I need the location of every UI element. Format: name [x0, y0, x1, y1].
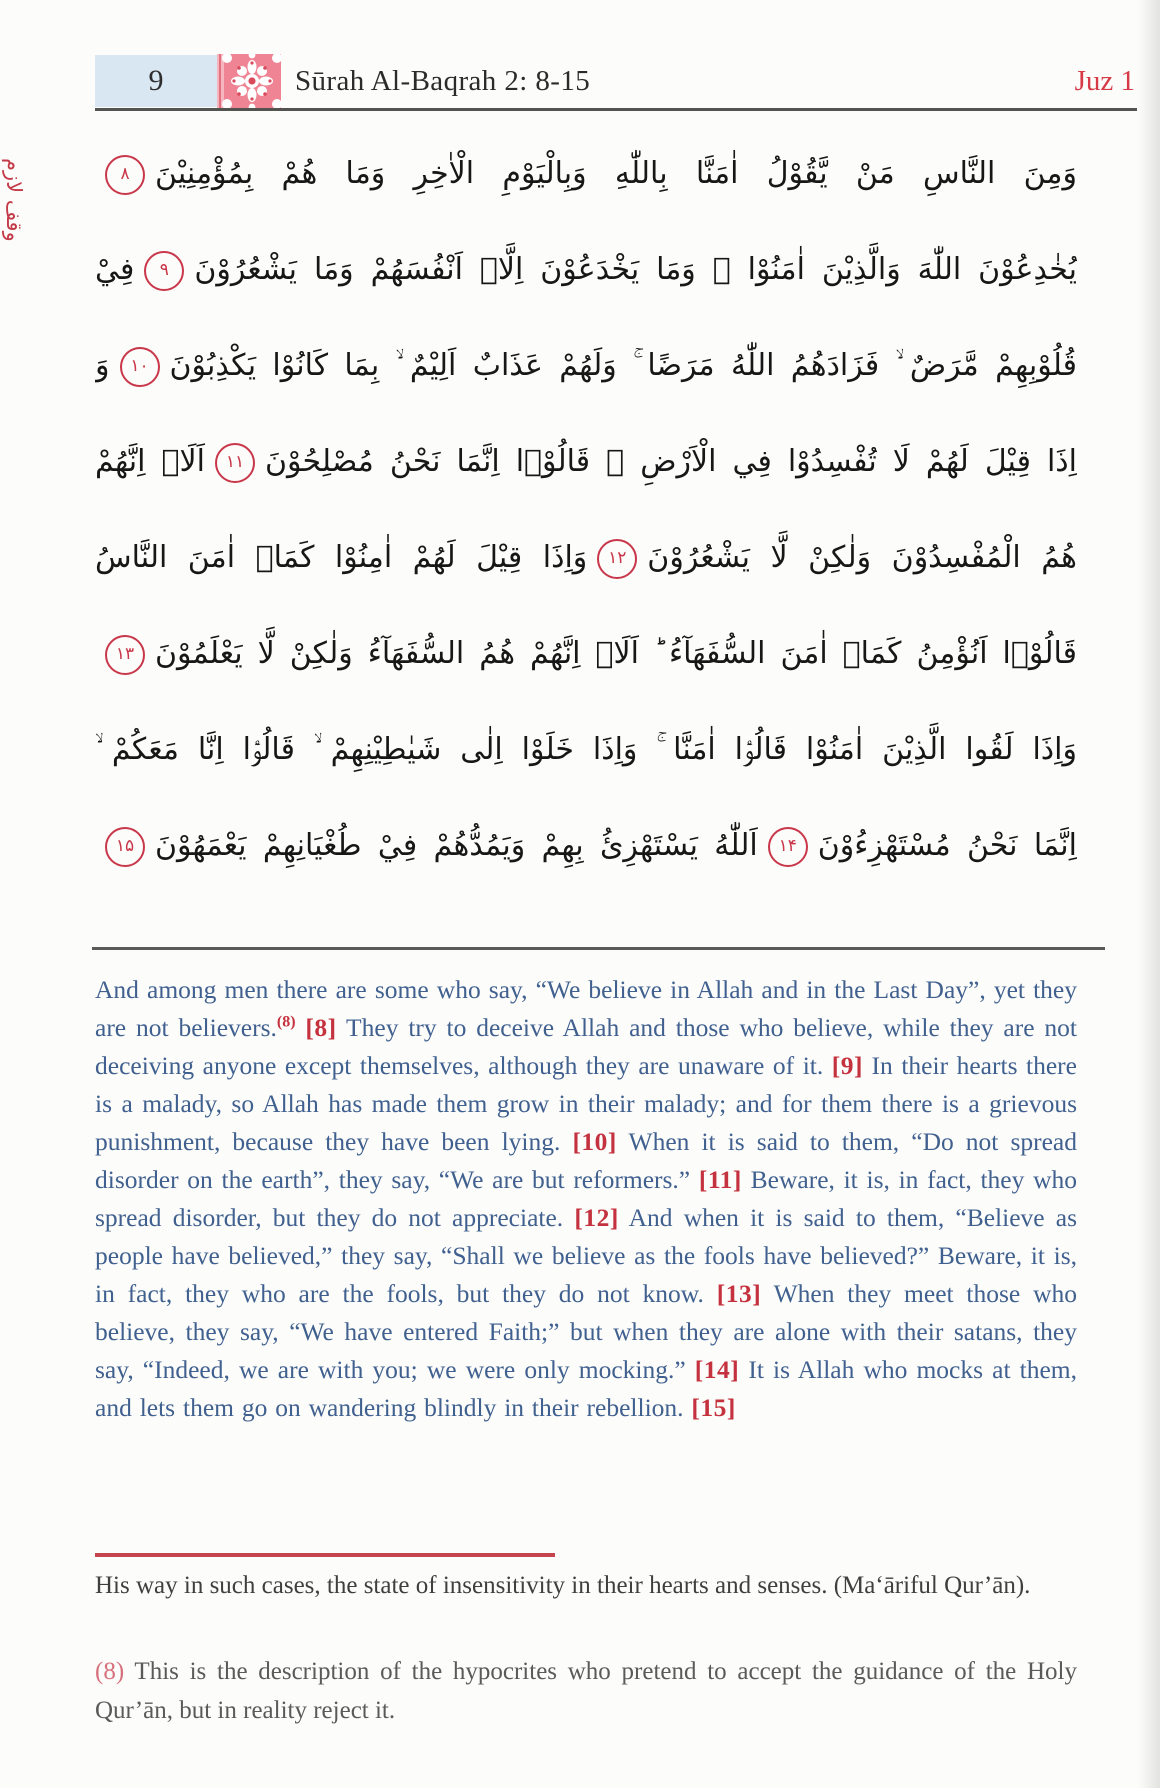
footnote-divider: [95, 1553, 555, 1557]
marker-segment: [13]: [716, 1279, 762, 1308]
text-segment: When it is said to them, “Do not spread disorder on the earth”, they say, “We are but reformers.”: [95, 1127, 1077, 1194]
text-segment: يُخٰدِعُوْنَ اللّٰهَ وَالَّذِيْنَ اٰمَنُوْا ۚ وَمَا يَخْدَعُوْنَ اِلَّاۤ اَنْفُسَهُمْ وَمَا يَشْعُرُوْنَ: [194, 252, 1077, 287]
marker-segment: [14]: [694, 1355, 740, 1384]
text-segment: اَلَاۤ اِنَّهُمْ: [95, 444, 205, 479]
page-edge-shadow: [1138, 0, 1160, 1788]
waqf-marker-label: وقف لازم: [2, 158, 26, 242]
page-number: 9: [148, 64, 164, 97]
text-segment: وَ: [95, 348, 110, 383]
marker-segment: [9]: [831, 1051, 864, 1080]
verse-number-circle: ۸: [105, 155, 145, 195]
text-segment: In their hearts there is a malady, so Allah has made them grow in their malady; and for them there is a grievous punishment, because they have been lying.: [95, 1051, 1077, 1156]
marker-segment: [11]: [698, 1165, 742, 1194]
text-segment: اِنَّمَا نَحْنُ مُسْتَهْزِءُوْنَ: [817, 828, 1077, 863]
text-segment: When they meet those who believe, they say, “We have entered Faith;” but when they are alone with their satans, they say, “Indeed, we are with you; we were only mocking.”: [95, 1279, 1077, 1384]
text-segment: وَمِنَ النَّاسِ مَنْ يَّقُوْلُ اٰمَنَّا بِاللّٰهِ وَبِالْيَوْمِ الْاٰخِرِ وَمَا هُمْ بِمُؤْمِنِيْنَ: [155, 156, 1077, 191]
marker-segment: [12]: [574, 1203, 619, 1232]
text-segment: [296, 1013, 306, 1042]
quran-line-8: [95, 798, 1077, 894]
commentary-paragraph: His way in such cases, the state of insensitivity in their hearts and senses. (Ma‘āriful Qur’ān).: [95, 1572, 1031, 1599]
text-segment: هُمُ الْمُفْسِدُوْنَ وَلٰكِنْ لَّا يَشْعُرُوْنَ: [647, 540, 1077, 575]
text-segment: They try to deceive Allah and those who believe, while they are not deceiving anyone except themselves, although they are unaware of it.: [95, 1013, 1077, 1080]
text-segment: فِيْ: [95, 252, 135, 287]
text-segment: It is Allah who mocks at them, and lets them go on wandering blindly in their rebellion.: [95, 1355, 1077, 1422]
marker-segment: [8]: [305, 1013, 337, 1042]
quran-line-3: [95, 318, 1077, 414]
verse-number-circle: ۱۳: [105, 635, 145, 675]
text-segment: اَللّٰهُ يَسْتَهْزِئُ بِهِمْ وَيَمُدُّهُمْ فِيْ طُغْيَانِهِمْ يَعْمَهُوْنَ: [155, 828, 758, 863]
juz-label: Juz 1: [1074, 64, 1135, 97]
text-segment: وَاِذَا لَقُوا الَّذِيْنَ اٰمَنُوْا قَالُوْۤا اٰمَنَّا ۚ وَاِذَا خَلَوْا اِلٰى شَيٰطِيْنِهِمْ ۙ قَالُوْۤا اِنَّا مَعَكُمْ ۙ: [95, 732, 1077, 767]
islamic-star-ornament-icon: [217, 54, 281, 108]
text-segment: Beware, it is, in fact, they who spread disorder, but they do not appreciate.: [95, 1165, 1077, 1232]
quran-line-7: [95, 702, 1077, 798]
quran-line-6: [95, 606, 1077, 702]
quran-line-1: [95, 126, 1077, 222]
footnote-text: This is the description of the hypocrites who pretend to accept the guidance of the Holy Qur’ān, but in reality reject it.: [95, 1658, 1077, 1724]
marker-segment: [15]: [691, 1393, 736, 1422]
text-segment: And when it is said to them, “Believe as people have believed,” they say, “Shall we believe as the fools have believed?” Beware, it is, in fact, they who are the fools, but they do not know.: [95, 1203, 1077, 1308]
verse-number-circle: ۱۱: [215, 443, 255, 483]
verse-number-circle: ۱۲: [597, 539, 637, 579]
ref-segment: (8): [276, 1013, 296, 1031]
footnote-ref: (8): [95, 1658, 125, 1685]
text-segment: قُلُوْبِهِمْ مَّرَضٌ ۙ فَزَادَهُمُ اللّٰهُ مَرَضًا ۚ وَلَهُمْ عَذَابٌ اَلِيْمٌ ۙ بِمَا كَانُوْا يَكْذِبُوْنَ: [169, 348, 1077, 383]
verse-number-circle: ۹: [144, 251, 184, 291]
footnote-paragraph: [95, 1652, 1077, 1730]
text-segment: اِذَا قِيْلَ لَهُمْ لَا تُفْسِدُوْا فِي الْاَرْضِ ۙ قَالُوْۤا اِنَّمَا نَحْنُ مُصْلِحُوْنَ: [264, 444, 1077, 479]
quran-line-2: [95, 222, 1077, 318]
page-number-band: [95, 55, 217, 107]
verse-number-circle: ۱۵: [105, 827, 145, 867]
text-segment: وَاِذَا قِيْلَ لَهُمْ اٰمِنُوْا كَمَاۤ اٰمَنَ النَّاسُ: [95, 540, 588, 575]
quran-line-4: [95, 414, 1077, 510]
quran-line-5: [95, 510, 1077, 606]
translation-paragraph: [95, 971, 1077, 1427]
verse-number-circle: ۱۰: [120, 347, 160, 387]
quran-text-block: [95, 126, 1077, 894]
surah-title: Sūrah Al-Baqrah 2: 8-15: [295, 64, 591, 97]
text-segment: قَالُوْۤا اَنُؤْمِنُ كَمَاۤ اٰمَنَ السُّفَهَآءُ ؕ اَلَاۤ اِنَّهُمْ هُمُ السُّفَهَآءُ وَلٰكِنْ لَّا يَعْلَمُوْنَ: [155, 636, 1077, 671]
section-divider: [92, 947, 1105, 950]
text-segment: And among men there are some who say, “We believe in Allah and in the Last Day”, yet they are not believers.: [95, 975, 1077, 1042]
marker-segment: [10]: [572, 1127, 617, 1156]
page-header: [95, 54, 1137, 111]
verse-number-circle: ۱۴: [768, 827, 808, 867]
